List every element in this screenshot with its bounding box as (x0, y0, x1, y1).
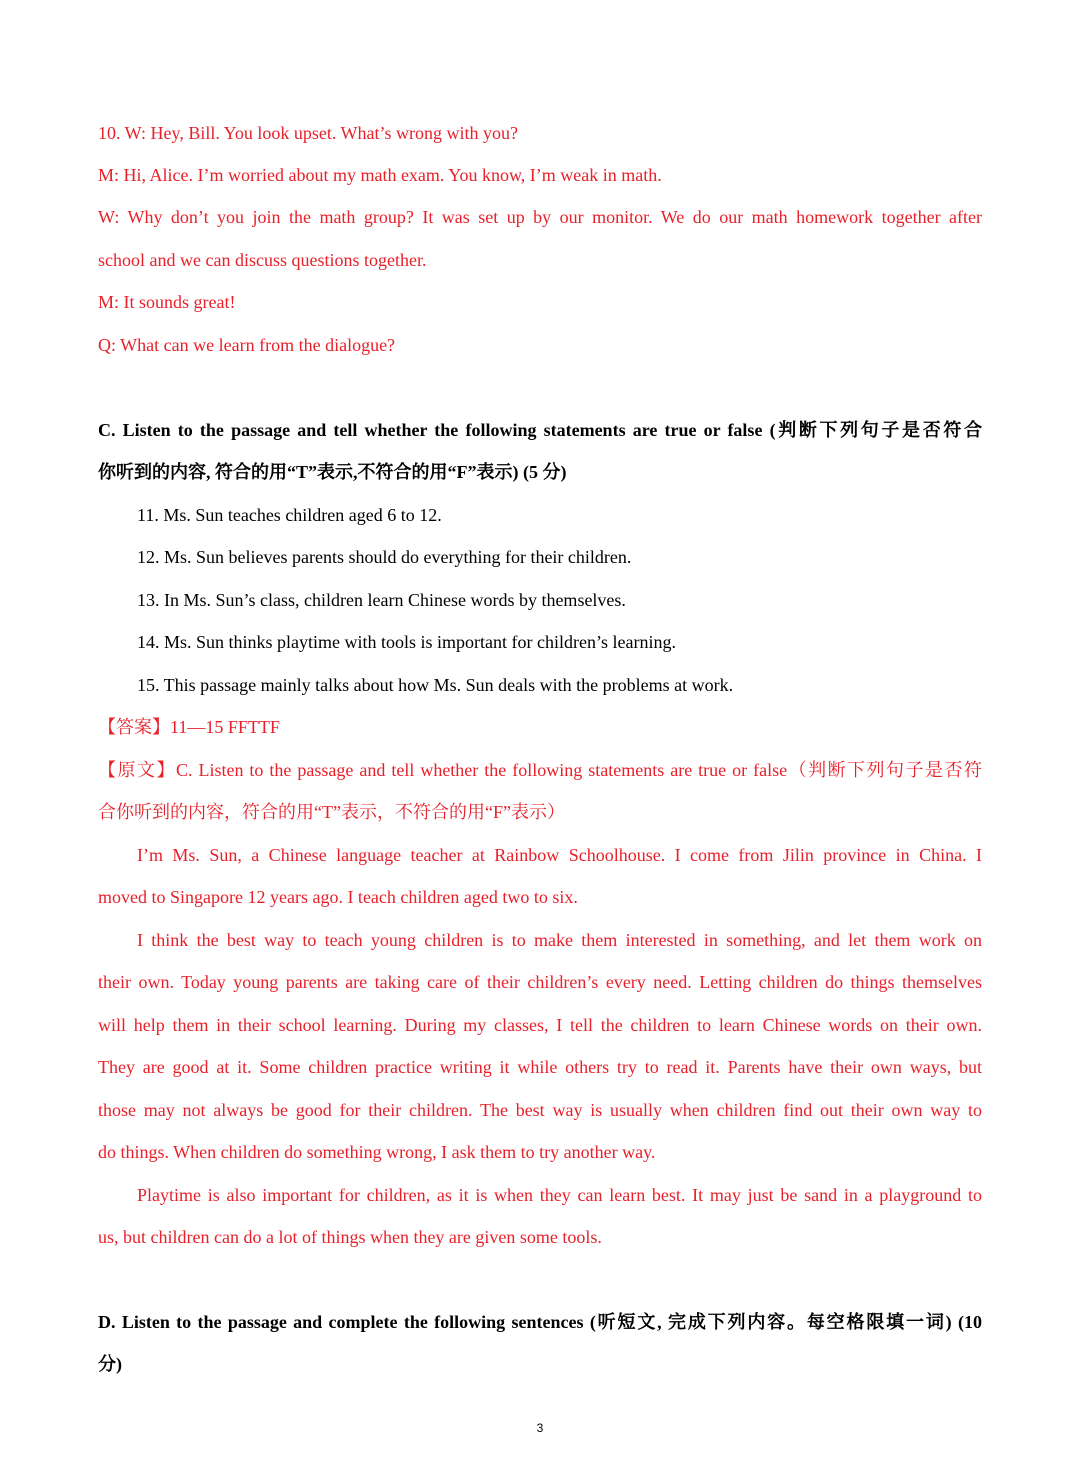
passage-line: their own. Today young parents are taking care of their children’s every need. Letting children do things themselves (98, 972, 982, 992)
dialogue-line: W: Why don’t you join the math group? It was set up by our monitor. We do our math homework together after (98, 207, 982, 227)
dialogue-line: school and we can discuss questions together. (98, 250, 427, 270)
passage-line: us, but children can do a lot of things when they are given some tools. (98, 1227, 602, 1247)
statement-item: 11. Ms. Sun teaches children aged 6 to 12. (137, 505, 442, 525)
original-text-heading: 【原文】C. Listen to the passage and tell whether the following statements are true or false（判断下列句子是否符 (98, 760, 982, 780)
statement-item: 15. This passage mainly talks about how Ms. Sun deals with the problems at work. (137, 675, 734, 695)
dialogue-line: M: It sounds great! (98, 292, 236, 312)
passage-line: will help them in their school learning. During my classes, I tell the children to learn Chinese words on their own. (98, 1015, 982, 1035)
passage-line: They are good at it. Some children practice writing it while others try to read it. Parents have their own ways, but (98, 1057, 982, 1077)
section-c-heading: C. Listen to the passage and tell whether the following statements are true or false (判断下列句子是否符合 (98, 420, 982, 440)
dialogue-question: Q: What can we learn from the dialogue? (98, 335, 396, 355)
section-d-heading-cont: 分) (98, 1354, 122, 1374)
page-number: 3 (536, 1421, 544, 1435)
statement-item: 14. Ms. Sun thinks playtime with tools is important for children’s learning. (137, 632, 676, 652)
statement-item: 12. Ms. Sun believes parents should do everything for their children. (137, 547, 632, 567)
passage-line: I’m Ms. Sun, a Chinese language teacher at Rainbow Schoolhouse. I come from Jilin province in China. I (137, 845, 982, 865)
original-text-heading-cont: 合你听到的内容，符合的用“T”表示，不符合的用“F”表示） (98, 802, 565, 822)
dialogue-line: M: Hi, Alice. I’m worried about my math exam. You know, I’m weak in math. (98, 165, 662, 185)
answer-key: 【答案】11—15 FFTTF (98, 717, 280, 737)
passage-line: Playtime is also important for children, as it is when they can learn best. It may just be sand in a playground to (137, 1185, 982, 1205)
passage-line: I think the best way to teach young children is to make them interested in something, and let them work on (137, 930, 982, 950)
passage-line: those may not always be good for their children. The best way is usually when children find out their own way to (98, 1100, 982, 1120)
passage-line: do things. When children do something wrong, I ask them to try another way. (98, 1142, 656, 1162)
dialogue-line: 10. W: Hey, Bill. You look upset. What’s wrong with you? (98, 123, 518, 143)
section-c-heading-cont: 你听到的内容, 符合的用“T”表示,不符合的用“F”表示) (5 分) (98, 462, 567, 482)
section-d-heading: D. Listen to the passage and complete the following sentences (听短文, 完成下列内容。每空格限填一词) (10 (98, 1312, 982, 1332)
statement-item: 13. In Ms. Sun’s class, children learn Chinese words by themselves. (137, 590, 626, 610)
passage-line: moved to Singapore 12 years ago. I teach children aged two to six. (98, 887, 578, 907)
